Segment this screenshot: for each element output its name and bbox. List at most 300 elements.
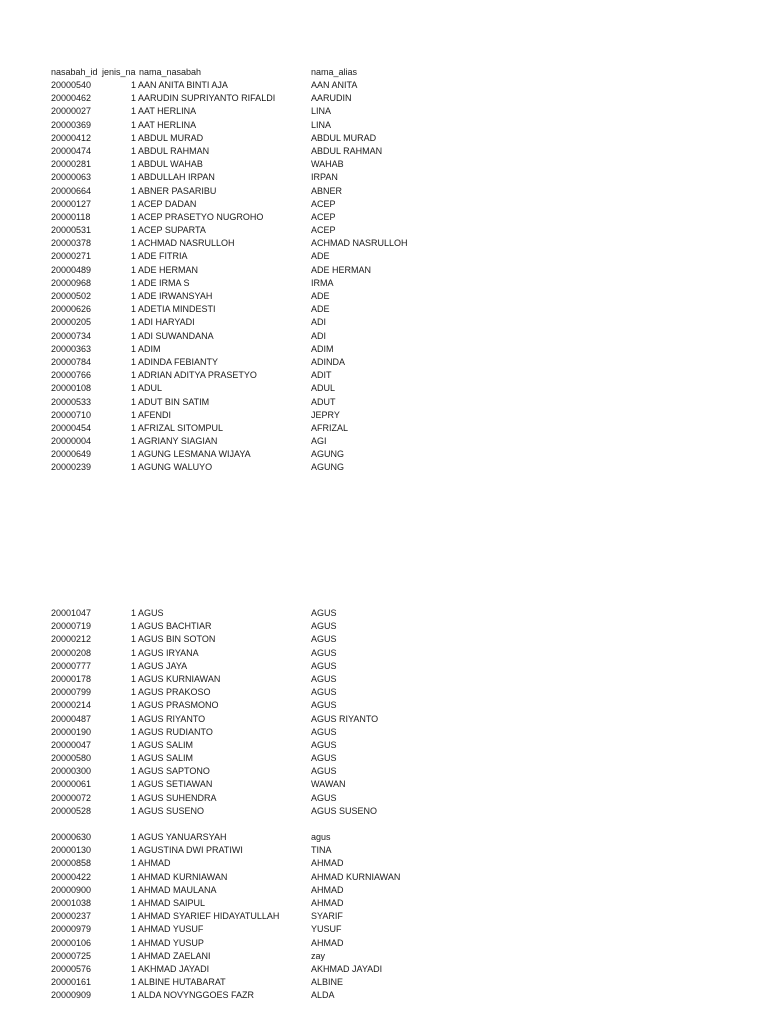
- nasabah-id-cell: 20000212: [51, 634, 92, 645]
- nama-nasabah-cell: AAT HERLINA: [138, 119, 197, 130]
- header-nama-alias: nama_alias: [311, 67, 358, 77]
- nasabah-id-cell: 20000214: [51, 700, 92, 711]
- nasabah-id-cell: 20000719: [51, 621, 92, 632]
- nama-alias-cell: ADE: [311, 304, 330, 315]
- jenis-nasabah-cell: 1: [131, 608, 137, 618]
- jenis-nasabah-cell: 1: [131, 436, 137, 447]
- nama-nasabah-cell: ADE IRMA S: [138, 277, 190, 288]
- record-row: [0, 739, 768, 752]
- jenis-nasabah-cell: 1: [131, 634, 137, 645]
- jenis-nasabah-cell: 1: [131, 383, 137, 394]
- nasabah-id-cell: 20000369: [51, 119, 92, 130]
- nasabah-id-cell: 20000799: [51, 687, 92, 698]
- record-row: [0, 119, 768, 132]
- nama-alias-cell: AHMAD: [311, 937, 344, 948]
- header-nasabah-id: nasabah_id: [51, 67, 98, 77]
- nama-alias-cell: ABDUL RAHMAN: [311, 145, 383, 156]
- nasabah-id-cell: 20000909: [51, 990, 92, 1001]
- nama-alias-cell: AGUS: [311, 621, 337, 632]
- record-row: [0, 290, 768, 303]
- nama-alias-cell: ADUL: [311, 383, 336, 394]
- nasabah-id-cell: 20001047: [51, 608, 92, 618]
- record-list-block-2: [0, 607, 768, 1002]
- nama-alias-cell: AGUS: [311, 700, 337, 711]
- nama-alias-cell: ADE: [311, 291, 330, 301]
- record-row: [0, 264, 768, 277]
- nama-nasabah-cell: ADI HARYADI: [138, 317, 195, 328]
- record-row: [0, 963, 768, 976]
- nama-alias-cell: ACEP: [311, 211, 336, 222]
- nama-alias-cell: AGUNG: [311, 449, 345, 460]
- record-row: [0, 409, 768, 422]
- nama-alias-cell: LINA: [311, 119, 332, 130]
- nama-alias-cell: LINA: [311, 106, 332, 117]
- nama-alias-cell: ABNER: [311, 185, 343, 196]
- record-row: [0, 303, 768, 316]
- nama-alias-cell: ADE HERMAN: [311, 264, 372, 275]
- record-row: [0, 422, 768, 435]
- record-row: [0, 871, 768, 884]
- jenis-nasabah-cell: 1: [131, 80, 137, 90]
- nama-nasabah-cell: ABDUL RAHMAN: [138, 145, 210, 156]
- jenis-nasabah-cell: 1: [131, 119, 137, 130]
- nama-alias-cell: AFRIZAL: [311, 422, 349, 433]
- nama-alias-cell: AGUS: [311, 608, 337, 618]
- nasabah-id-cell: 20000626: [51, 304, 92, 315]
- nasabah-id-cell: 20000161: [51, 977, 92, 988]
- nasabah-id-cell: 20000378: [51, 238, 92, 249]
- nama-alias-cell: ADIM: [311, 343, 334, 354]
- nama-nasabah-cell: AGUNG WALUYO: [138, 462, 213, 473]
- jenis-nasabah-cell: 1: [131, 977, 137, 988]
- nasabah-id-cell: 20000725: [51, 950, 92, 961]
- jenis-nasabah-cell: 1: [131, 792, 137, 803]
- jenis-nasabah-cell: 1: [131, 225, 137, 236]
- nasabah-id-cell: 20000178: [51, 673, 92, 684]
- nama-alias-cell: ACHMAD NASRULLOH: [311, 238, 408, 249]
- jenis-nasabah-cell: 1: [131, 238, 137, 249]
- record-row: [0, 448, 768, 461]
- nasabah-id-cell: 20000190: [51, 726, 92, 737]
- nasabah-id-cell: 20000462: [51, 93, 92, 104]
- jenis-nasabah-cell: 1: [131, 449, 137, 460]
- nama-nasabah-cell: ALBINE HUTABARAT: [138, 977, 226, 988]
- nama-alias-cell: ADI: [311, 330, 327, 341]
- nasabah-id-cell: 20000576: [51, 963, 92, 974]
- nama-nasabah-cell: ABNER PASARIBU: [138, 185, 217, 196]
- nasabah-id-cell: 20000130: [51, 845, 92, 856]
- nasabah-id-cell: 20000540: [51, 80, 92, 90]
- nama-alias-cell: AKHMAD JAYADI: [311, 963, 383, 974]
- record-row: [0, 620, 768, 633]
- nasabah-id-cell: 20000412: [51, 132, 92, 143]
- record-row: [0, 343, 768, 356]
- nama-nasabah-cell: AGUS YANUARSYAH: [138, 832, 227, 842]
- nama-nasabah-cell: ADRIAN ADITYA PRASETYO: [138, 370, 257, 381]
- nasabah-id-cell: 20000063: [51, 172, 92, 183]
- jenis-nasabah-cell: 1: [131, 963, 137, 974]
- jenis-nasabah-cell: 1: [131, 713, 137, 724]
- nama-nasabah-cell: AGUS RUDIANTO: [138, 726, 213, 737]
- nama-nasabah-cell: AHMAD YUSUF: [138, 924, 204, 935]
- nasabah-id-cell: 20000474: [51, 145, 92, 156]
- jenis-nasabah-cell: 1: [131, 884, 137, 895]
- record-row: [0, 198, 768, 211]
- nama-nasabah-cell: ACEP DADAN: [138, 198, 197, 209]
- nama-nasabah-cell: AGUS RIYANTO: [138, 713, 206, 724]
- nama-nasabah-cell: ADUT BIN SATIM: [138, 396, 210, 407]
- nama-alias-cell: ALDA: [311, 990, 335, 1001]
- nama-nasabah-cell: AGUS SALIM: [138, 739, 194, 750]
- record-row: [0, 884, 768, 897]
- record-row: [0, 857, 768, 870]
- nama-alias-cell: AGUS RIYANTO: [311, 713, 379, 724]
- record-row: [0, 607, 768, 620]
- nama-alias-cell: WAHAB: [311, 159, 344, 170]
- nama-alias-cell: AGUS: [311, 766, 337, 777]
- record-row: [0, 330, 768, 343]
- record-row: [0, 923, 768, 936]
- jenis-nasabah-cell: 1: [131, 937, 137, 948]
- nama-nasabah-cell: ACHMAD NASRULLOH: [138, 238, 235, 249]
- nasabah-id-cell: 20000072: [51, 792, 92, 803]
- record-row: [0, 660, 768, 673]
- jenis-nasabah-cell: 1: [131, 172, 137, 183]
- nasabah-id-cell: 20000900: [51, 884, 92, 895]
- nasabah-id-cell: 20000363: [51, 343, 92, 354]
- nama-nasabah-cell: AGUS SETIAWAN: [138, 779, 213, 790]
- nasabah-id-cell: 20000118: [51, 211, 91, 222]
- jenis-nasabah-cell: 1: [131, 106, 137, 117]
- nama-alias-cell: zay: [311, 950, 326, 961]
- record-row: [0, 752, 768, 765]
- nama-alias-cell: AHMAD: [311, 897, 344, 908]
- nama-alias-cell: AGUS: [311, 687, 337, 698]
- jenis-nasabah-cell: 1: [131, 422, 137, 433]
- record-row: [0, 726, 768, 739]
- record-row: [0, 844, 768, 857]
- jenis-nasabah-cell: 1: [131, 753, 137, 764]
- record-row: [0, 910, 768, 923]
- nama-nasabah-cell: AGRIANY SIAGIAN: [138, 436, 218, 447]
- nasabah-id-cell: 20000239: [51, 462, 92, 473]
- record-row: [0, 79, 768, 92]
- nasabah-id-cell: 20000281: [51, 159, 92, 170]
- nasabah-id-cell: 20000489: [51, 264, 92, 275]
- record-row: [0, 171, 768, 184]
- nasabah-id-cell: 20000205: [51, 317, 92, 328]
- nama-alias-cell: AGUS SUSENO: [311, 805, 378, 816]
- nama-nasabah-cell: ADI SUWANDANA: [138, 330, 214, 341]
- record-row: [0, 713, 768, 726]
- nama-alias-cell: AGUS: [311, 647, 337, 658]
- record-row: [0, 805, 768, 818]
- nasabah-id-cell: 20000580: [51, 753, 92, 764]
- jenis-nasabah-cell: 1: [131, 409, 137, 420]
- record-row: [0, 356, 768, 369]
- nama-nasabah-cell: ACEP SUPARTA: [138, 225, 206, 236]
- jenis-nasabah-cell: 1: [131, 198, 137, 209]
- record-row: [0, 185, 768, 198]
- nama-alias-cell: ADIT: [311, 370, 332, 381]
- nama-nasabah-cell: AGUS PRASMONO: [138, 700, 219, 711]
- jenis-nasabah-cell: 1: [131, 739, 137, 750]
- nasabah-id-cell: 20000487: [51, 713, 92, 724]
- nama-nasabah-cell: ADIM: [138, 343, 161, 354]
- nama-alias-cell: AGUNG: [311, 462, 345, 473]
- nasabah-id-cell: 20000237: [51, 911, 92, 922]
- nasabah-id-cell: 20000047: [51, 739, 92, 750]
- nasabah-id-cell: 20000502: [51, 291, 92, 301]
- jenis-nasabah-cell: 1: [131, 647, 137, 658]
- nama-alias-cell: AGUS: [311, 660, 337, 671]
- jenis-nasabah-cell: 1: [131, 779, 137, 790]
- nama-nasabah-cell: AGUS JAYA: [138, 660, 188, 671]
- record-row: [0, 211, 768, 224]
- record-row: [0, 778, 768, 791]
- nama-alias-cell: AHMAD: [311, 858, 344, 869]
- nasabah-id-cell: 20000766: [51, 370, 92, 381]
- record-row: [0, 792, 768, 805]
- nama-nasabah-cell: ABDULLAH IRPAN: [138, 172, 215, 183]
- record-row: [0, 369, 768, 382]
- nama-nasabah-cell: AHMAD SYARIEF HIDAYATULLAH: [138, 911, 280, 922]
- jenis-nasabah-cell: 1: [131, 93, 137, 104]
- nama-nasabah-cell: AFENDI: [138, 409, 172, 420]
- nama-alias-cell: ADINDA: [311, 356, 346, 367]
- record-row: [0, 105, 768, 118]
- jenis-nasabah-cell: 1: [131, 858, 137, 869]
- nama-alias-cell: IRMA: [311, 277, 334, 288]
- nasabah-id-cell: 20000531: [51, 225, 92, 236]
- nama-nasabah-cell: ADINDA FEBIANTY: [138, 356, 219, 367]
- nama-alias-cell: YUSUF: [311, 924, 342, 935]
- jenis-nasabah-cell: 1: [131, 251, 137, 262]
- nama-nasabah-cell: AAT HERLINA: [138, 106, 197, 117]
- nama-alias-cell: AAN ANITA: [311, 80, 358, 90]
- nama-nasabah-cell: AHMAD: [138, 858, 171, 869]
- jenis-nasabah-cell: 1: [131, 343, 137, 354]
- nama-alias-cell: TINA: [311, 845, 332, 856]
- nama-alias-cell: AHMAD: [311, 884, 344, 895]
- nama-nasabah-cell: AGUSTINA DWI PRATIWI: [138, 845, 243, 856]
- nama-nasabah-cell: AHMAD YUSUP: [138, 937, 204, 948]
- nasabah-id-cell: 20000271: [51, 251, 92, 262]
- jenis-nasabah-cell: 1: [131, 462, 137, 473]
- nama-alias-cell: ABDUL MURAD: [311, 132, 377, 143]
- jenis-nasabah-cell: 1: [131, 291, 137, 301]
- nasabah-id-cell: 20000004: [51, 436, 92, 447]
- record-row: [0, 765, 768, 778]
- nasabah-id-cell: 20000533: [51, 396, 92, 407]
- jenis-nasabah-cell: 1: [131, 950, 137, 961]
- nama-alias-cell: AGUS: [311, 753, 337, 764]
- nama-alias-cell: WAWAN: [311, 779, 346, 790]
- nama-alias-cell: AHMAD KURNIAWAN: [311, 871, 401, 882]
- nama-nasabah-cell: ADUL: [138, 383, 163, 394]
- jenis-nasabah-cell: 1: [131, 330, 137, 341]
- record-list-block-1: [0, 79, 768, 475]
- nama-alias-cell: AGUS: [311, 792, 337, 803]
- jenis-nasabah-cell: 1: [131, 264, 137, 275]
- nama-alias-cell: ADUT: [311, 396, 336, 407]
- record-row: [0, 382, 768, 395]
- jenis-nasabah-cell: 1: [131, 317, 137, 328]
- record-row: [0, 237, 768, 250]
- nama-alias-cell: AGUS: [311, 739, 337, 750]
- nama-nasabah-cell: AGUS BACHTIAR: [138, 621, 212, 632]
- nama-nasabah-cell: ADE FITRIA: [138, 251, 188, 262]
- record-row: [0, 937, 768, 950]
- nama-nasabah-cell: AHMAD MAULANA: [138, 884, 217, 895]
- jenis-nasabah-cell: 1: [131, 621, 137, 632]
- record-row: [0, 831, 768, 844]
- nama-alias-cell: IRPAN: [311, 172, 338, 183]
- nasabah-id-cell: 20001038: [51, 897, 92, 908]
- jenis-nasabah-cell: 1: [131, 673, 137, 684]
- record-row: [0, 396, 768, 409]
- nasabah-id-cell: 20000027: [51, 106, 92, 117]
- jenis-nasabah-cell: 1: [131, 396, 137, 407]
- nama-alias-cell: AGUS: [311, 726, 337, 737]
- nama-nasabah-cell: ADETIA MINDESTI: [138, 304, 216, 315]
- record-row: [0, 989, 768, 1002]
- jenis-nasabah-cell: 1: [131, 726, 137, 737]
- jenis-nasabah-cell: 1: [131, 845, 137, 856]
- record-row: [0, 647, 768, 660]
- nama-alias-cell: ACEP: [311, 225, 336, 236]
- jenis-nasabah-cell: 1: [131, 805, 137, 816]
- nama-nasabah-cell: AGUS SUSENO: [138, 805, 205, 816]
- header-jenis-nasabah: jenis_na: [102, 67, 136, 77]
- nama-nasabah-cell: AHMAD SAIPUL: [138, 897, 206, 908]
- record-row: [0, 673, 768, 686]
- record-row: [0, 316, 768, 329]
- jenis-nasabah-cell: 1: [131, 132, 137, 143]
- nasabah-id-cell: 20000630: [51, 832, 92, 842]
- jenis-nasabah-cell: 1: [131, 370, 137, 381]
- nama-nasabah-cell: AHMAD ZAELANI: [138, 950, 211, 961]
- nama-nasabah-cell: AHMAD KURNIAWAN: [138, 871, 228, 882]
- nasabah-id-cell: 20000979: [51, 924, 92, 935]
- record-row: [0, 145, 768, 158]
- nama-nasabah-cell: AGUS: [138, 608, 164, 618]
- nasabah-id-cell: 20000106: [51, 937, 92, 948]
- jenis-nasabah-cell: 1: [131, 356, 137, 367]
- jenis-nasabah-cell: 1: [131, 897, 137, 908]
- nasabah-id-cell: 20000300: [51, 766, 92, 777]
- nama-alias-cell: agus: [311, 832, 331, 842]
- record-row: [0, 277, 768, 290]
- nama-nasabah-cell: AGUS SAPTONO: [138, 766, 210, 777]
- jenis-nasabah-cell: 1: [131, 871, 137, 882]
- jenis-nasabah-cell: 1: [131, 185, 137, 196]
- record-row: [0, 950, 768, 963]
- nasabah-id-cell: 20000127: [51, 198, 92, 209]
- record-row: [0, 976, 768, 989]
- jenis-nasabah-cell: 1: [131, 145, 137, 156]
- jenis-nasabah-cell: 1: [131, 832, 137, 842]
- jenis-nasabah-cell: 1: [131, 924, 137, 935]
- nama-alias-cell: ACEP: [311, 198, 336, 209]
- nasabah-id-cell: 20000528: [51, 805, 92, 816]
- nama-nasabah-cell: AGUNG LESMANA WIJAYA: [138, 449, 251, 460]
- nasabah-id-cell: 20000454: [51, 422, 92, 433]
- nasabah-id-cell: 20000208: [51, 647, 92, 658]
- record-row: [0, 224, 768, 237]
- record-row: [0, 699, 768, 712]
- nama-alias-cell: AGI: [311, 436, 327, 447]
- nama-alias-cell: ADE: [311, 251, 330, 262]
- nama-nasabah-cell: ADE HERMAN: [138, 264, 199, 275]
- nasabah-id-cell: 20000710: [51, 409, 92, 420]
- nama-nasabah-cell: AAN ANITA BINTI AJA: [138, 80, 228, 90]
- record-row: [0, 633, 768, 646]
- nasabah-id-cell: 20000108: [51, 383, 92, 394]
- nama-alias-cell: AGUS: [311, 673, 337, 684]
- nama-alias-cell: ADI: [311, 317, 327, 328]
- nama-nasabah-cell: ABDUL MURAD: [138, 132, 204, 143]
- nasabah-id-cell: 20000734: [51, 330, 92, 341]
- record-row: [0, 158, 768, 171]
- nama-nasabah-cell: AGUS BIN SOTON: [138, 634, 216, 645]
- jenis-nasabah-cell: 1: [131, 990, 137, 1001]
- nama-nasabah-cell: ABDUL WAHAB: [138, 159, 203, 170]
- jenis-nasabah-cell: 1: [131, 159, 137, 170]
- jenis-nasabah-cell: 1: [131, 304, 137, 315]
- header-nama-nasabah: nama_nasabah: [139, 67, 202, 77]
- nasabah-id-cell: 20000422: [51, 871, 92, 882]
- nama-alias-cell: AARUDIN: [311, 93, 352, 104]
- nama-alias-cell: AGUS: [311, 634, 337, 645]
- nama-nasabah-cell: AGUS SUHENDRA: [138, 792, 217, 803]
- record-row: [0, 897, 768, 910]
- jenis-nasabah-cell: 1: [131, 911, 137, 922]
- nama-nasabah-cell: AGUS PRAKOSO: [138, 687, 211, 698]
- nama-nasabah-cell: AGUS IRYANA: [138, 647, 199, 658]
- record-row: [0, 132, 768, 145]
- nama-nasabah-cell: AGUS KURNIAWAN: [138, 673, 221, 684]
- nama-nasabah-cell: AKHMAD JAYADI: [138, 963, 210, 974]
- jenis-nasabah-cell: 1: [131, 700, 137, 711]
- record-row: [0, 92, 768, 105]
- nama-alias-cell: JEPRY: [311, 409, 340, 420]
- nama-nasabah-cell: AGUS SALIM: [138, 753, 194, 764]
- nasabah-id-cell: 20000664: [51, 185, 92, 196]
- record-row: [0, 686, 768, 699]
- record-row: [0, 250, 768, 263]
- nasabah-id-cell: 20000061: [51, 779, 92, 790]
- nama-nasabah-cell: AFRIZAL SITOMPUL: [138, 422, 224, 433]
- record-row: [0, 461, 768, 474]
- nasabah-id-cell: 20000784: [51, 356, 92, 367]
- jenis-nasabah-cell: 1: [131, 687, 137, 698]
- nama-nasabah-cell: ALDA NOVYNGGOES FAZR: [138, 990, 255, 1001]
- nama-alias-cell: ALBINE: [311, 977, 344, 988]
- nasabah-id-cell: 20000858: [51, 858, 92, 869]
- nasabah-id-cell: 20000968: [51, 277, 92, 288]
- nasabah-id-cell: 20000649: [51, 449, 92, 460]
- jenis-nasabah-cell: 1: [131, 211, 137, 222]
- nama-alias-cell: SYARIF: [311, 911, 343, 922]
- jenis-nasabah-cell: 1: [131, 277, 137, 288]
- nama-nasabah-cell: ADE IRWANSYAH: [138, 291, 213, 301]
- record-row: [0, 435, 768, 448]
- jenis-nasabah-cell: 1: [131, 766, 137, 777]
- nama-nasabah-cell: AARUDIN SUPRIYANTO RIFALDI: [138, 93, 276, 104]
- nama-nasabah-cell: ACEP PRASETYO NUGROHO: [138, 211, 264, 222]
- nasabah-id-cell: 20000777: [51, 660, 92, 671]
